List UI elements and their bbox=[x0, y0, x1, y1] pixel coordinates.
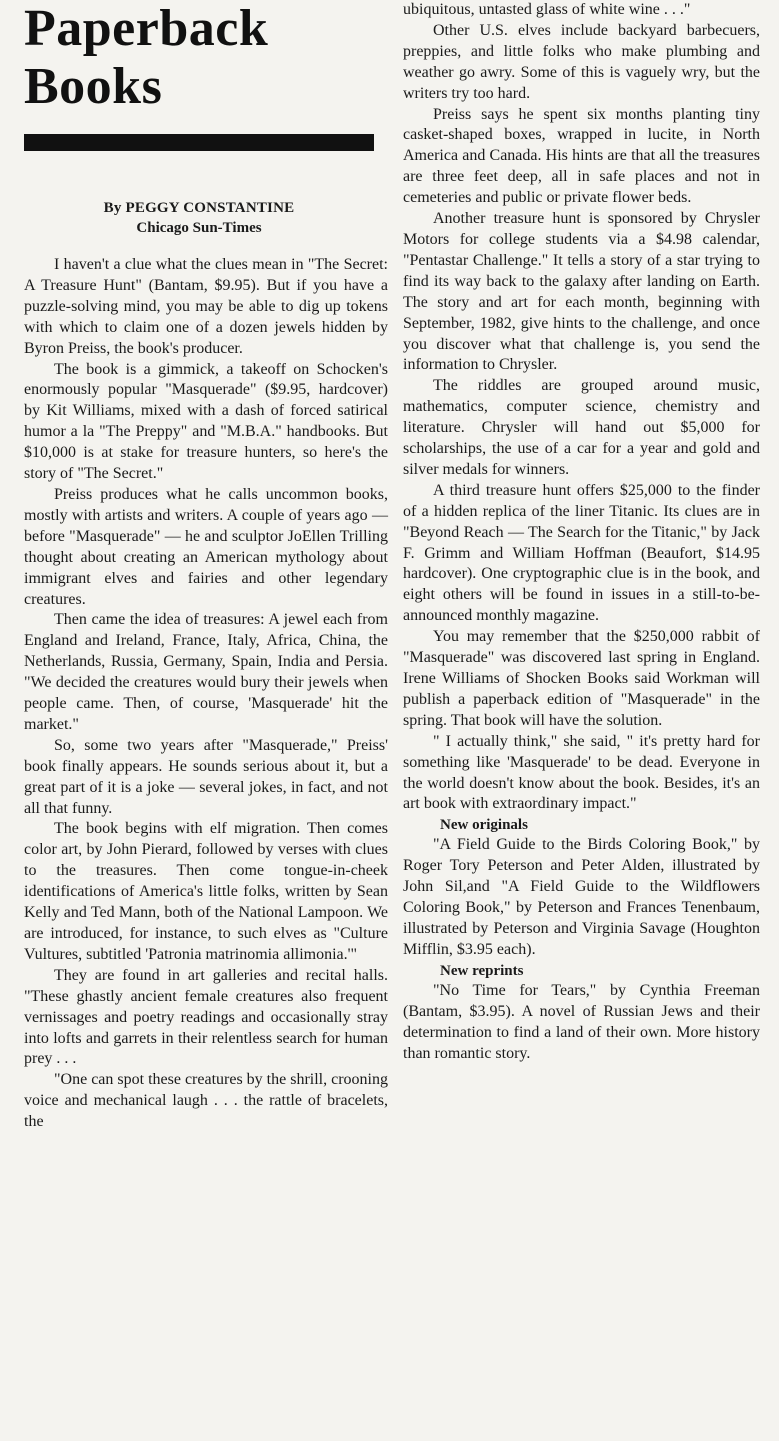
subhead-new-originals: New originals bbox=[440, 817, 528, 834]
paragraph: Then came the idea of treasures: A jewel each from England and Ireland, France, Italy, Africa, China, the Netherlands, Russia, Germany, Spain, India and Persia. "We decided the creatures would bury their jewels when people came. Then, of course, 'Masquerade' hit the market." bbox=[24, 611, 388, 733]
paragraph: You may remember that the $250,000 rabbit of "Masquerade" was discovered last spring in England. Irene Williams of Shocken Books said Workman will publish a paperback edition of "Masquerade" in the spring. That book will have the solution. bbox=[403, 628, 760, 729]
paragraph: They are found in art galleries and recital halls. "These ghastly ancient female creatures also frequent vernissages and poetry readings and occasionally stray into lofts and garrets in their relentless search for human prey . . . bbox=[24, 966, 388, 1068]
headline bbox=[24, 0, 388, 116]
paragraph: The book begins with elf migration. Then comes color art, by John Pierard, followed by verses with clues to the treasures. Then come tongue-in-cheek identifications of America's little folks, written by Sean Kelly and Ted Mann, both of the National Lampoon. We are introduced, for instance, to such elves as "Culture Vultures, subtitled 'Patronia matrinomia allimonia.'" bbox=[24, 820, 388, 963]
headline-rule bbox=[24, 134, 374, 151]
headline-line-1: Paperback bbox=[24, 0, 269, 57]
headline-line-2: Books bbox=[24, 58, 163, 115]
paragraph: "No Time for Tears," by Cynthia Freeman (Bantam, $3.95). A novel of Russian Jews and their determination to find a land of their own. More history than romantic story. bbox=[403, 981, 760, 1062]
paragraph: "A Field Guide to the Birds Coloring Book," by Roger Tory Peterson and Peter Alden, illustrated by John Sil,and "A Field Guide to the Wildflowers Coloring Book," by Peterson and Frances Tenenbaum, illustrated by Peterson and Virginia Savage (Houghton Mifflin, $3.95 each). bbox=[403, 836, 760, 958]
paragraph: So, some two years after "Masquerade," Preiss' book finally appears. He sounds serious about it, but a great part of it is a joke — several jokes, in fact, and not all that funny. bbox=[24, 736, 388, 817]
byline-source: Chicago Sun-Times bbox=[136, 220, 262, 236]
subhead-new-reprints: New reprints bbox=[440, 962, 524, 979]
paragraph: Preiss produces what he calls uncommon books, mostly with artists and writers. A couple of years ago — before "Masquerade" — he and sculptor JoEllen Trilling thought about creating an American mythology about immigrant elves and fairies and other legendary creatures. bbox=[24, 485, 388, 608]
paragraph: The riddles are grouped around music, mathematics, computer science, chemistry and literature. Chrysler will hand out $5,000 for scholarships, the use of a car for a year and gold and silver medals for winners. bbox=[403, 377, 760, 478]
right-column bbox=[403, 0, 760, 1064]
byline bbox=[24, 198, 374, 238]
byline-author: By PEGGY CONSTANTINE bbox=[103, 200, 295, 216]
paragraph: Another treasure hunt is sponsored by Chrysler Motors for college students via a $4.98 calendar, "Pentastar Challenge." It tells a story of a star trying to find its way back to the galaxy after landing on Earth. The story and art for each month, beginning with September, 1982, give hints to the challenge, and once you discover what that challenge is, you send the information to Chrysler. bbox=[403, 210, 760, 374]
paragraph: Other U.S. elves include backyard barbecuers, preppies, and little folks who make plumbing and weather go awry. Some of this is vaguely wry, but the writers try too hard. bbox=[403, 21, 760, 102]
continued-text: ubiquitous, untasted glass of white wine . . ." bbox=[403, 1, 691, 18]
paragraph: The book is a gimmick, a takeoff on Schocken's enormously popular "Masquerade" ($9.95, hardcover) by Kit Williams, mixed with a dash of forced satirical humor a la "The Preppy" and "M.B.A." handbooks. But $10,000 is at stake for treasure hunters, so here's the story of "The Secret." bbox=[24, 360, 388, 483]
paragraph: "One can spot these creatures by the shrill, crooning voice and mechanical laugh . . . the rattle of bracelets, the bbox=[24, 1071, 388, 1131]
paragraph: I haven't a clue what the clues mean in "The Secret: A Treasure Hunt" (Bantam, $9.95). But if you have a puzzle-solving mind, you may be able to dig up tokens with which to claim one of a dozen jewels hidden by Byron Preiss, the book's producer. bbox=[24, 256, 388, 357]
paragraph: A third treasure hunt offers $25,000 to the finder of a hidden replica of the liner Titanic. Its clues are in "Beyond Reach — The Search for the Titanic," by Jack F. Grimm and William Hoffman (Beaufort, $14.95 hardcover). One cryptographic clue is in the book, and eight others will be found in issues in a still-to-be-announced monthly magazine. bbox=[403, 481, 760, 625]
article-body-right bbox=[403, 0, 760, 1064]
paragraph: " I actually think," she said, " it's pretty hard for something like 'Masquerade' to be dead. Everyone in the world doesn't know about the book. Besides, it's an art book with extraordinary impact." bbox=[403, 732, 760, 813]
paragraph: Preiss says he spent six months planting tiny casket-shaped boxes, wrapped in lucite, in North America and Canada. His hints are that all the treasures are three feet deep, all in safe places and not in cemeteries and public or private flower beds. bbox=[403, 105, 760, 207]
article-body-left bbox=[24, 255, 388, 1133]
left-column bbox=[24, 0, 388, 1133]
